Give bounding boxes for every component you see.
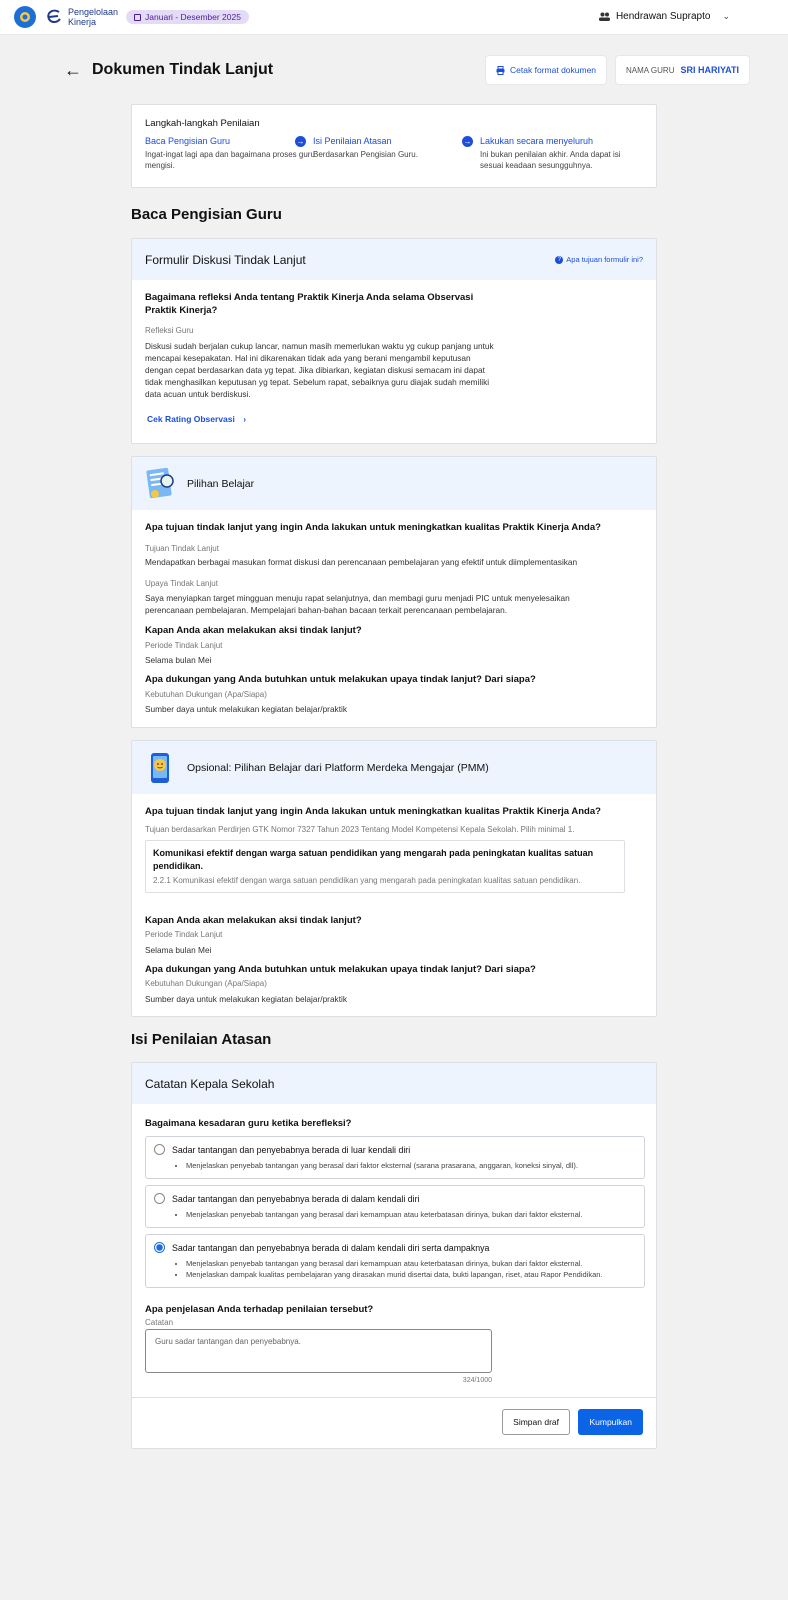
goal-answer: Mendapatkan berbagai masukan format diskusi dan perencanaan pembelajaran yang efektif untuk diimplementasikan [145, 557, 578, 567]
period-label: Januari - Desember 2025 [145, 12, 241, 22]
pmm-goal-question: Apa tujuan tindak lanjut yang ingin Anda lakukan untuk meningkatkan kualitas Praktik Kinerja Anda? [145, 806, 601, 817]
form-help-label: Apa tujuan formulir ini? [566, 255, 643, 264]
goal-label: Tujuan Tindak Lanjut [145, 544, 219, 553]
competency-desc: 2.2.1 Komunikasi efektif dengan warga satuan pendidikan yang mengarah pada peningkatan kualitas satuan pendidikan. [153, 876, 581, 885]
pmm-title: Opsional: Pilihan Belajar dari Platform Merdeka Mengajar (PMM) [187, 761, 489, 774]
option-3-label: Sadar tantangan dan penyebabnya berada di dalam kendali diri serta dampaknya [172, 1242, 490, 1253]
teacher-label: NAMA GURU [626, 65, 675, 75]
reflection-question: Bagaimana refleksi Anda tentang Praktik Kinerja Anda selama Observasi Praktik Kinerja? [145, 292, 474, 316]
learning-choice-card [131, 456, 657, 728]
steps-card [131, 104, 657, 188]
chevron-right-icon: › [243, 414, 247, 424]
support-label: Kebutuhan Dukungan (Apa/Siapa) [145, 690, 267, 699]
option-1-label: Sadar tantangan dan penyebabnya berada di luar kendali diri [172, 1144, 411, 1155]
option-3-detail-1: • Menjelaskan penyebab tantangan yang berasal dari kemampuan atau keterbatasan dirinya, bukan dari faktor eksternal. [186, 1258, 636, 1269]
reflection-label: Refleksi Guru [145, 326, 194, 335]
submit-button[interactable]: Kumpulkan [578, 1409, 643, 1435]
radio-button[interactable] [154, 1144, 165, 1155]
goal-question: Apa tujuan tindak lanjut yang ingin Anda lakukan untuk meningkatkan kualitas Praktik Kinerja Anda? [145, 522, 601, 533]
rating-observation-link[interactable] [147, 414, 246, 424]
top-bar [0, 0, 788, 35]
arrow-right-icon: → [463, 137, 472, 146]
support-answer: Sumber daya untuk melakukan kegiatan belajar/praktik [145, 704, 348, 714]
principal-notes-header [132, 1063, 656, 1104]
pmm-when-question: Kapan Anda akan melakukan aksi tindak lanjut? [145, 915, 362, 926]
form-footer [132, 1397, 656, 1445]
awareness-option-3[interactable] [145, 1234, 645, 1288]
step-2 [313, 136, 483, 160]
awareness-option-2[interactable] [145, 1185, 645, 1228]
awareness-option-1[interactable] [145, 1136, 645, 1179]
reflection-answer: Diskusi sudah berjalan cukup lancar, namun masih memerlukan waktu yg cukup panjang untuk mencapai kesepakatan. Hal ini dikarenakan tidak ada yang berani mengambil keputusan dengan cepat berdasarkan data yg tepat. Jika dibiarkan, kegiatan diskusi semacam ini dapat tidak menghasilkan keputusan yg tepat. Sebelum rapat, sebaiknya guru diajak sudah memiliki data acuan untuk berdiskusi. [145, 341, 494, 399]
when-question: Kapan Anda akan melakukan aksi tindak lanjut? [145, 625, 362, 636]
app-name-line-1: Pengelolaan [68, 7, 119, 17]
learning-choice-title: Pilihan Belajar [187, 477, 255, 490]
arrow-right-icon: → [296, 137, 305, 146]
step-1 [145, 136, 315, 171]
print-format-label: Cetak format dokumen [510, 65, 597, 75]
awareness-question: Bagaimana kesadaran guru ketika berefleksi? [145, 1118, 352, 1129]
user-name: Hendrawan Suprapto [615, 11, 711, 22]
radio-button[interactable] [154, 1193, 165, 1204]
pmm-period-label: Periode Tindak Lanjut [145, 930, 223, 939]
step-2-desc: Berdasarkan Pengisian Guru. [313, 150, 418, 159]
pmm-support-answer: Sumber daya untuk melakukan kegiatan belajar/praktik [145, 994, 348, 1004]
pmm-goal-note: Tujuan berdasarkan Perdirjen GTK Nomor 7327 Tahun 2023 Tentang Model Kompetensi Kepala Sekolah. Pilih minimal 1. [145, 825, 575, 834]
teacher-name-box [615, 55, 750, 85]
option-2-detail: • Menjelaskan penyebab tantangan yang berasal dari kemampuan atau keterbatasan dirinya, bukan dari faktor eksternal. [186, 1209, 636, 1220]
step-2-title: Isi Penilaian Atasan [313, 136, 392, 146]
principal-notes-card [131, 1062, 657, 1449]
rating-observation-label: Cek Rating Observasi [147, 414, 235, 424]
section-title-baca: Baca Pengisian Guru [131, 206, 282, 223]
period-label: Periode Tindak Lanjut [145, 641, 223, 650]
diskusi-form-header [132, 239, 656, 280]
step-1-title: Baca Pengisian Guru [145, 136, 231, 146]
user-menu[interactable] [599, 11, 730, 22]
competency-title: Komunikasi efektif dengan warga satuan pendidikan yang mengarah pada peningkatan kualitas satuan pendidikan. [153, 848, 594, 871]
diskusi-form-title: Formulir Diskusi Tindak Lanjut [145, 252, 306, 267]
app-name-line-2: Kinerja [68, 17, 97, 27]
option-3-detail-2: • Menjelaskan dampak kualitas pembelajaran yang dirasakan murid disertai data, bukti lapangan, riset, atau Rapor Pendidikan. [186, 1269, 636, 1280]
competency-item[interactable] [145, 840, 625, 893]
calendar-icon [134, 14, 141, 21]
pmm-support-label: Kebutuhan Dukungan (Apa/Siapa) [145, 979, 267, 988]
back-arrow-icon[interactable]: ← [64, 60, 82, 80]
pmm-support-question: Apa dukungan yang Anda butuhkan untuk melakukan upaya tindak lanjut? Dari siapa? [145, 964, 536, 975]
pmm-period-answer: Selama bulan Mei [145, 945, 212, 955]
step-1-desc: Ingat-ingat lagi apa dan bagaimana proses guru mengisi. [145, 150, 315, 170]
page-header [64, 55, 750, 85]
pmm-header [132, 741, 656, 794]
radio-button-selected[interactable] [154, 1242, 165, 1253]
pmm-card [131, 740, 657, 1017]
diskusi-form-card [131, 238, 657, 444]
learning-choice-illustration-icon [145, 467, 177, 501]
save-draft-button[interactable]: Simpan draf [502, 1409, 570, 1435]
note-label: Catatan [145, 1318, 174, 1327]
step-3-desc: Ini bukan penilaian akhir. Anda dapat isi sesuai keadaan sesungguhnya. [480, 150, 621, 170]
effort-answer: Saya menyiapkan target mingguan menuju rapat selanjutnya, dan membagi guru menjadi PIC untuk menyelesaikan perencanaan pembelajaran. Mempelajari bahan-bahan bacaan terkait perencanaan pembelajaran. [145, 593, 570, 615]
page-title: Dokumen Tindak Lanjut [92, 61, 274, 78]
ministry-logo-icon [14, 6, 36, 28]
option-1-detail: • Menjelaskan penyebab tantangan yang berasal dari faktor eksternal (sarana prasarana, anggaran, koneksi sinyal, dll). [186, 1160, 636, 1171]
learning-choice-header [132, 457, 656, 510]
period-badge[interactable] [126, 10, 249, 24]
app-logo-icon [44, 7, 64, 27]
effort-label: Upaya Tindak Lanjut [145, 579, 218, 588]
step-3-title: Lakukan secara menyeluruh [480, 136, 594, 146]
form-help-link[interactable] [555, 255, 643, 264]
app-name [68, 7, 118, 27]
note-textarea[interactable]: Guru sadar tantangan dan penyebabnya. [145, 1329, 492, 1373]
users-icon [599, 12, 610, 21]
step-3 [480, 136, 645, 171]
char-counter: 324/1000 [462, 1377, 492, 1384]
print-format-button[interactable] [485, 55, 607, 85]
steps-title: Langkah-langkah Penilaian [145, 118, 260, 129]
pmm-illustration-icon [145, 751, 177, 785]
principal-notes-title: Catatan Kepala Sekolah [145, 1076, 275, 1091]
chevron-down-icon: ⌄ [722, 11, 730, 21]
section-title-atasan: Isi Penilaian Atasan [131, 1031, 272, 1048]
question-circle-icon: ? [555, 256, 563, 264]
teacher-name: SRI HARIYATI [680, 65, 739, 75]
option-2-label: Sadar tantangan dan penyebabnya berada di dalam kendali diri [172, 1193, 420, 1204]
period-answer: Selama bulan Mei [145, 655, 212, 665]
printer-icon [496, 66, 505, 75]
explanation-question: Apa penjelasan Anda terhadap penilaian tersebut? [145, 1304, 374, 1315]
support-question: Apa dukungan yang Anda butuhkan untuk melakukan upaya tindak lanjut? Dari siapa? [145, 674, 536, 685]
